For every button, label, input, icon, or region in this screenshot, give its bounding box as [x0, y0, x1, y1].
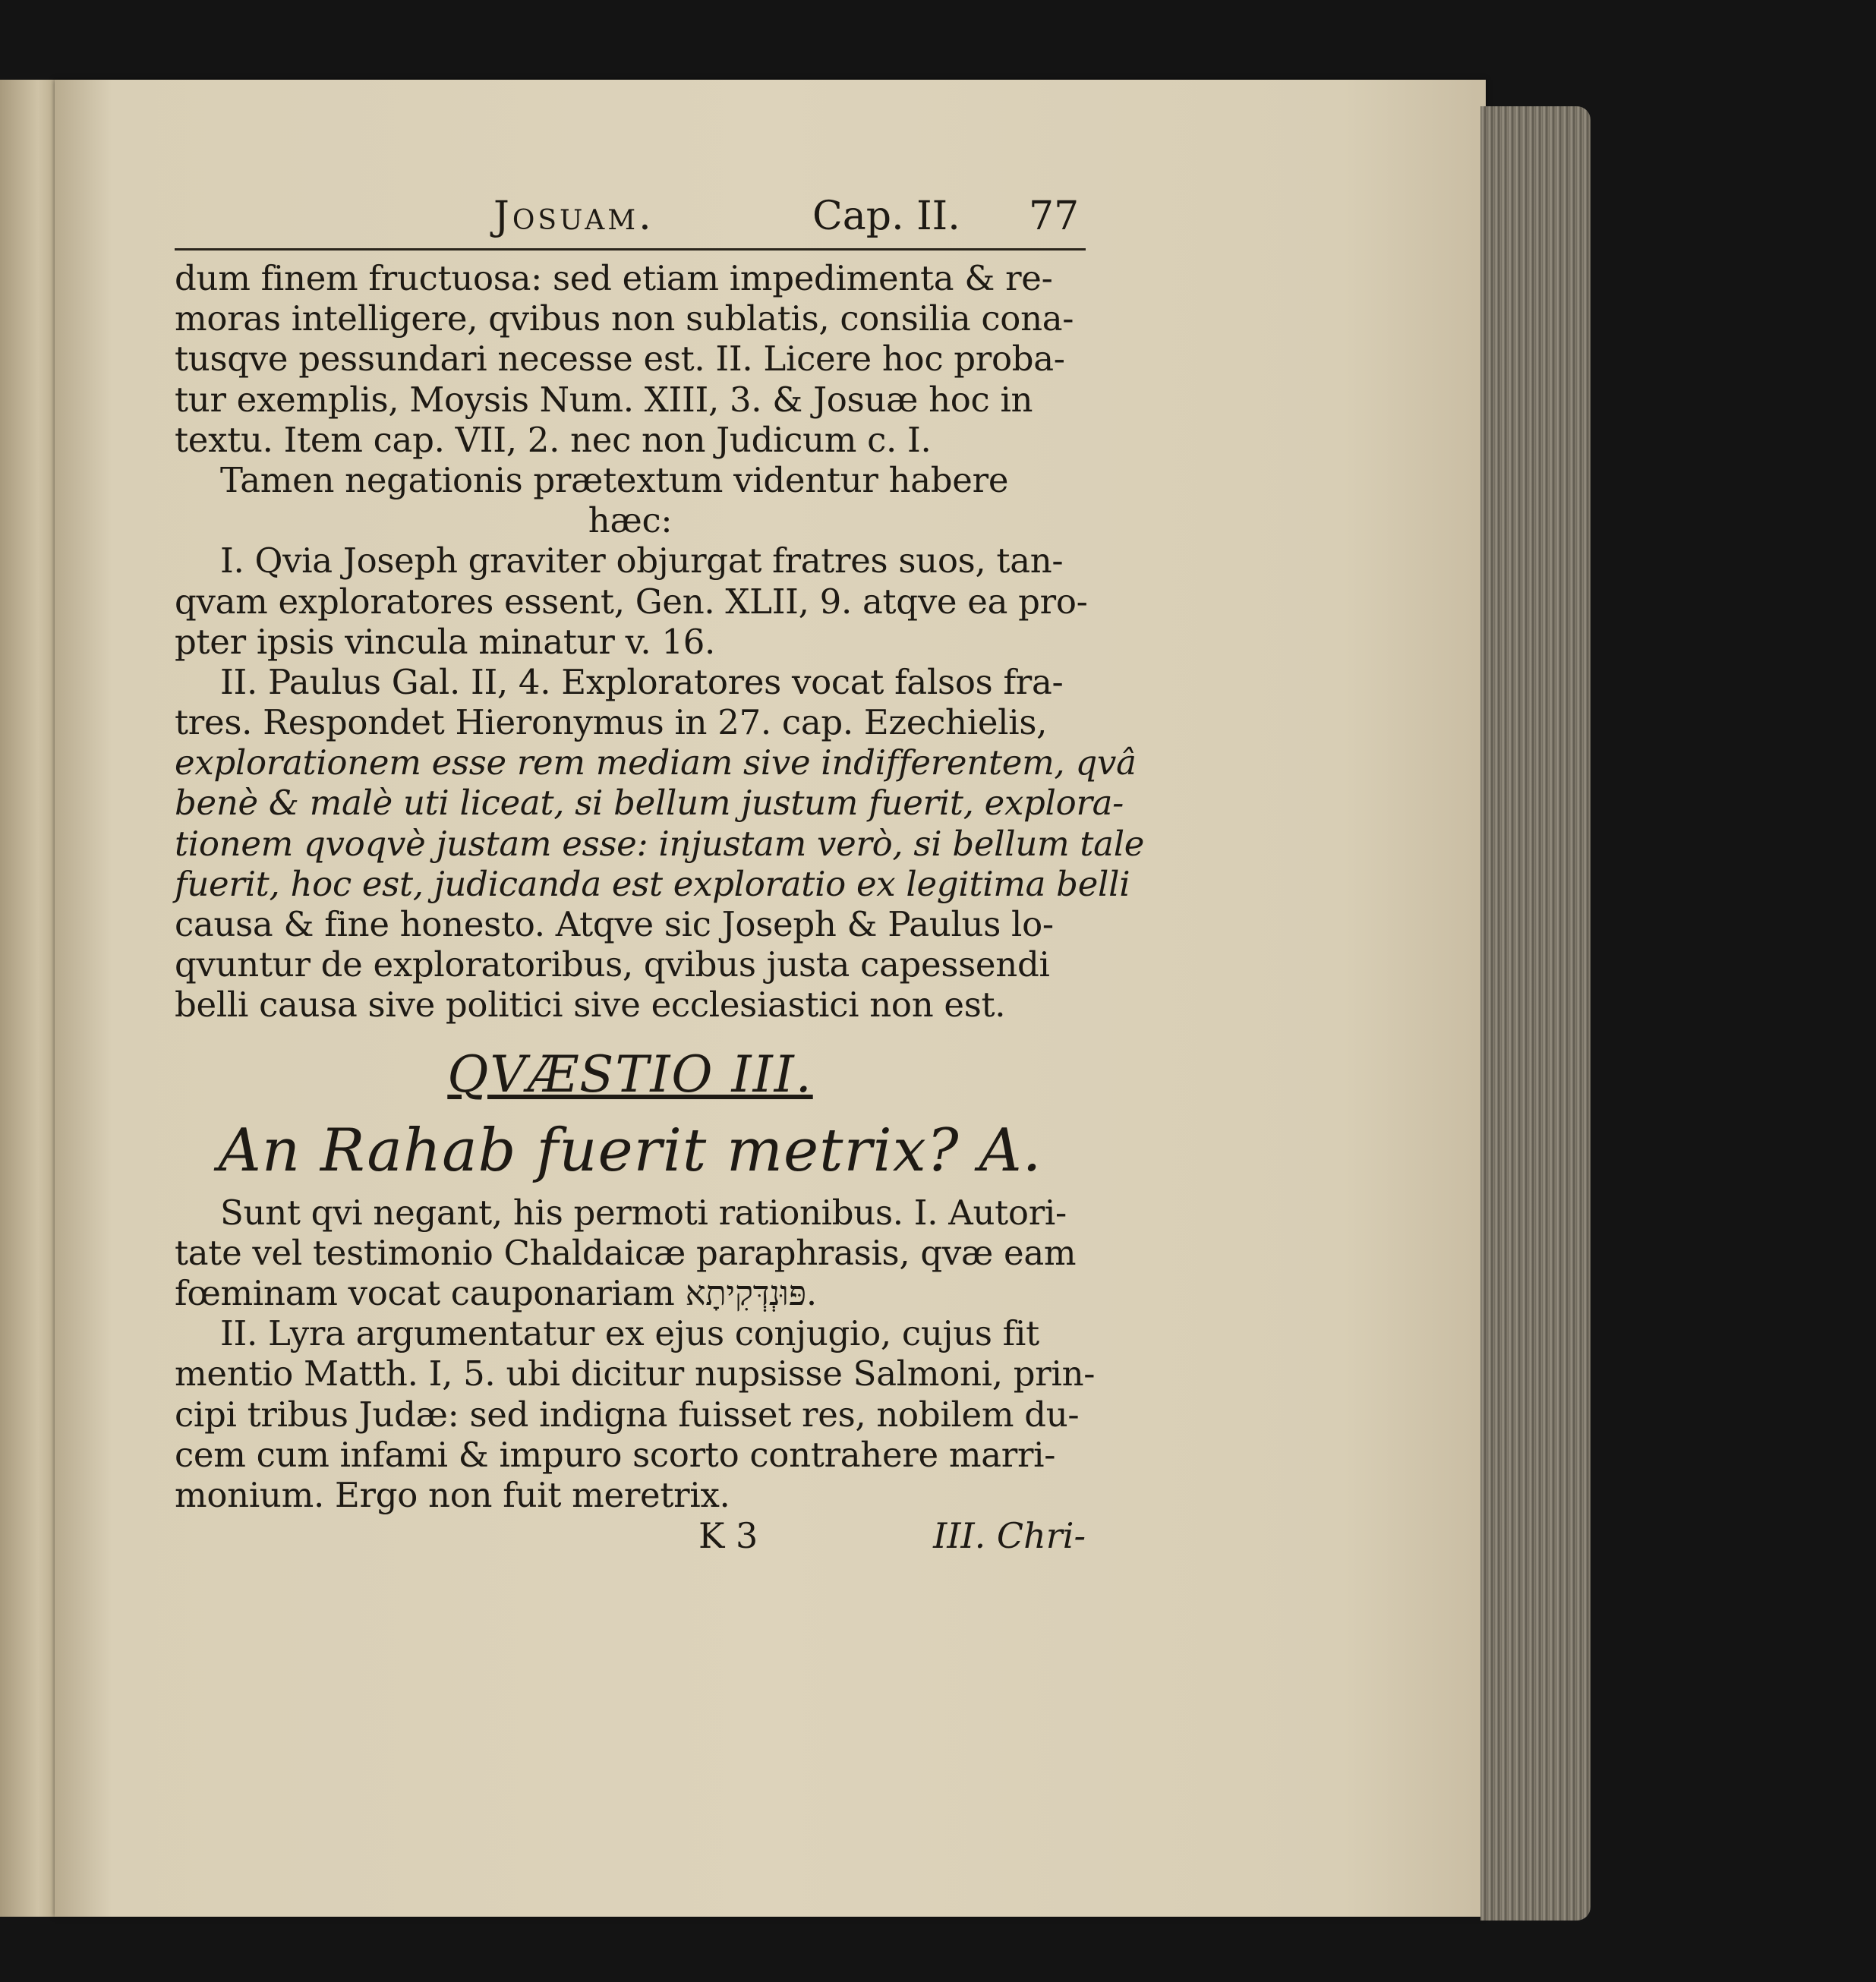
text-line: I. Qvia Joseph graviter objurgat fratres suos, tan- — [220, 540, 1064, 581]
text-line: dum finem fructuosa: sed etiam impedimenta & re- — [175, 258, 1053, 298]
text-line: textu. Item cap. VII, 2. nec non Judicum c. I. — [175, 419, 932, 460]
text-line: moras intelligere, qvibus non sublatis, consilia cona- — [175, 298, 1074, 339]
text-line: tusqve pessundari necesse est. II. Licere hoc proba- — [175, 339, 1065, 380]
text-line: cem cum infami & impuro scorto contrahere marri- — [175, 1434, 1056, 1475]
text-line: hæc: — [588, 500, 673, 541]
text-line: belli causa sive politici sive ecclesiastici non est. — [175, 985, 1006, 1026]
text-line: pter ipsis vincula minatur v. 16. — [175, 621, 716, 662]
facing-page-edge — [0, 80, 55, 1917]
question-title: An Rahab fuerit metrix? A. — [218, 1116, 1042, 1185]
running-head — [175, 194, 1086, 247]
text-line: fuerit, hoc est, judicanda est exploratio ex legitima belli — [175, 863, 1130, 904]
text-line: causa & fine honesto. Atqve sic Joseph & Paulus lo- — [175, 904, 1054, 944]
footer-line — [175, 1515, 1086, 1561]
page-text — [175, 194, 1145, 1561]
text-line: benè & malè uti liceat, si bellum justum fuerit, explora- — [175, 783, 1124, 824]
text-line: tur exemplis, Moysis Num. XIII, 3. & Josuæ hoc in — [175, 379, 1033, 420]
text-line: Sunt qvi negant, his permoti rationibus. I. Autori- — [220, 1192, 1067, 1233]
catchword: III. Chri- — [933, 1515, 1086, 1557]
text-line: qvam exploratores essent, Gen. XLII, 9. atqve ea pro- — [175, 581, 1088, 622]
text-line: Tamen negationis prætextum videntur habere — [220, 459, 1009, 500]
text-line: fœminam vocat cauponariam פּוּנְדְּקִיתָא. — [175, 1272, 817, 1313]
header-rule — [175, 248, 1086, 251]
text-line: II. Paulus Gal. II, 4. Exploratores vocat falsos fra- — [220, 661, 1064, 702]
text-line: tate vel testimonio Chaldaicæ paraphrasis, qvæ eam — [175, 1232, 1077, 1273]
text-line: cipi tribus Judæ: sed indigna fuisset res, nobilem du- — [175, 1394, 1080, 1435]
page-block-edge — [1480, 106, 1591, 1921]
text-line: tres. Respondet Hieronymus in 27. cap. Ezechielis, — [175, 702, 1048, 743]
text-line: mentio Matth. I, 5. ubi dicitur nupsisse Salmoni, prin- — [175, 1353, 1096, 1394]
text-line: monium. Ergo non fuit meretrix. — [175, 1474, 730, 1515]
page-number: 77 — [1029, 194, 1080, 239]
text-line: qvuntur de exploratoribus, qvibus justa capessendi — [175, 944, 1050, 985]
text-line: tionem qvoqvè justam esse: injustam verò, si bellum tale — [175, 823, 1145, 864]
text-line: II. Lyra argumentatur ex ejus conjugio, cujus fit — [220, 1313, 1039, 1354]
question-heading: QVÆSTIO III. — [447, 1045, 813, 1104]
text-line: explorationem esse rem mediam sive indifferentem, qvâ — [175, 742, 1137, 783]
signature-mark: K 3 — [698, 1515, 758, 1557]
chapter-label: Cap. II. — [812, 194, 960, 239]
running-title: Josuam. — [493, 194, 654, 239]
